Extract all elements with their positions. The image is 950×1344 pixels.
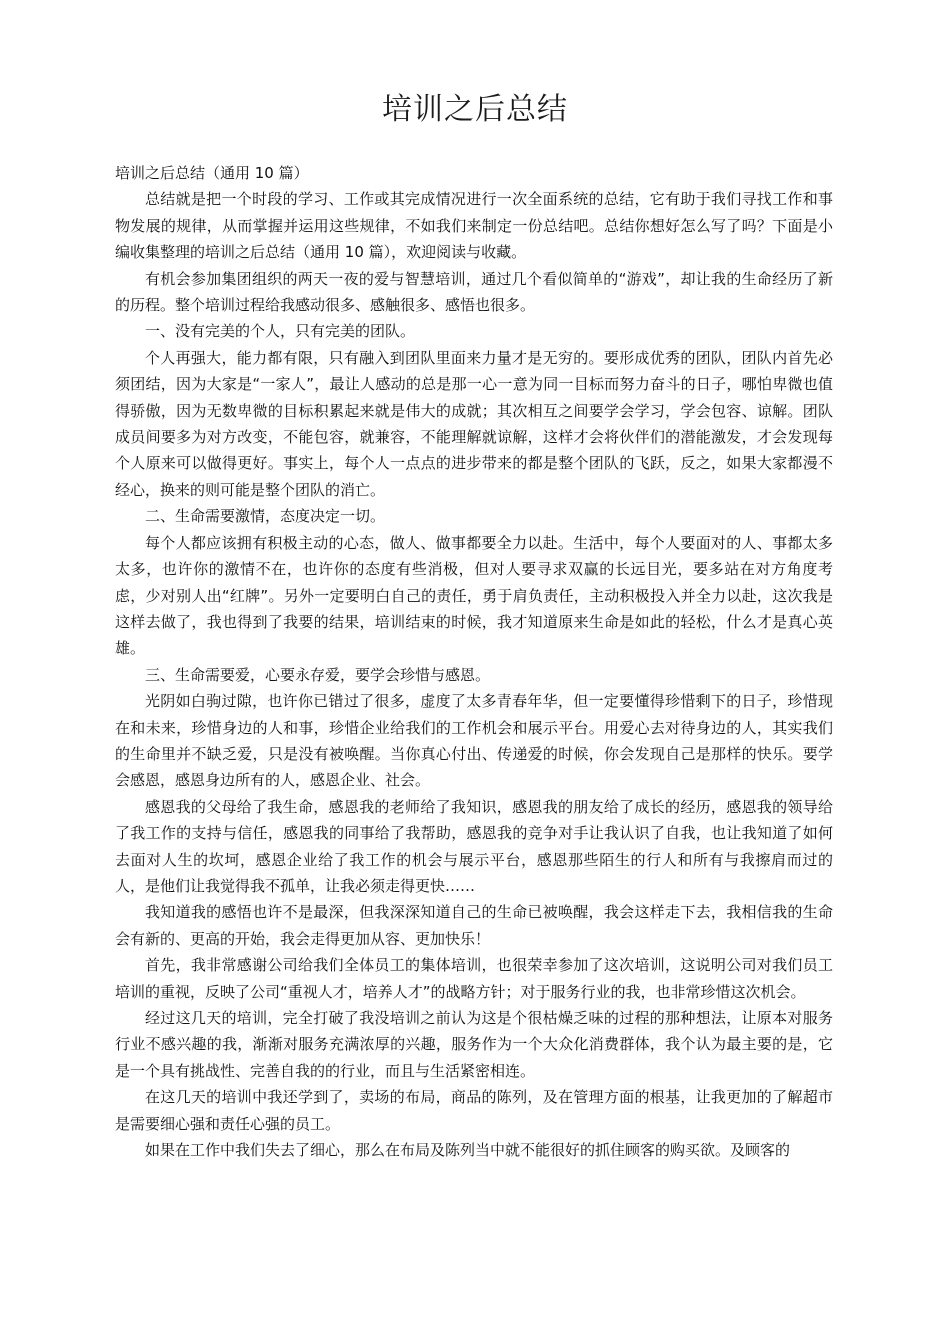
section-heading: 三、生命需要爱，心要永存爱，要学会珍惜与感恩。 <box>145 665 491 684</box>
paragraph: 每个人都应该拥有积极主动的心态，做人、做事都要全力以赴。生活中，每个人要面对的人、事都太多太多，也许你的激情不在，也许你的态度有些消极，但对人要寻求双赢的长远目光，要多站在对方角度考虑，少对别人出“红牌”。另外一定要明白自己的责任，勇于肩负责任，主动积极投入并全力以赴，这次我是这样去做了，我也得到了我要的结果，培训结束的时候，我才知道原来生命是如此的轻松，什么才是真心英雄。 <box>115 533 833 658</box>
paragraph: 经过这几天的培训，完全打破了我没培训之前认为这是个很枯燥乏味的过程的那种想法，让原本对服务行业不感兴趣的我，渐渐对服务充满浓厚的兴趣，服务作为一个大众化消费群体，我个认为最主要的是，它是一个具有挑战性、完善自我的的行业，而且与生活紧密相连。 <box>115 1009 833 1080</box>
paragraph: 我知道我的感悟也许不是最深，但我深深知道自己的生命已被唤醒，我会这样走下去，我相信我的生命会有新的、更高的开始，我会走得更加从容、更加快乐！ <box>115 903 833 948</box>
document-body <box>115 160 833 1163</box>
section-heading: 一、没有完美的个人，只有完美的团队。 <box>145 322 416 341</box>
document-title: 培训之后总结 <box>382 92 568 127</box>
paragraph: 首先，我非常感谢公司给我们全体员工的集体培训，也很荣幸参加了这次培训，这说明公司对我们员工培训的重视，反映了公司“重视人才，培养人才”的战略方针；对于服务行业的我，也非常珍惜这次机会。 <box>115 956 833 1001</box>
paragraph: 个人再强大，能力都有限，只有融入到团队里面来力量才是无穷的。要形成优秀的团队，团队内首先必须团结，因为大家是“一家人”，最让人感动的总是那一心一意为同一目标而努力奋斗的日子，哪怕卑微也值得骄傲，因为无数卑微的目标积累起来就是伟大的成就；其次相互之间要学会学习，学会包容、谅解。团队成员间要多为对方改变，不能包容，就兼容，不能理解就谅解，这样才会将伙伴们的潜能激发，才会发现每个人原来可以做得更好。事实上，每个人一点点的进步带来的都是整个团队的飞跃，反之，如果大家都漫不经心，换来的则可能是整个团队的消亡。 <box>115 348 833 499</box>
section-heading: 二、生命需要激情，态度决定一切。 <box>145 507 386 526</box>
paragraph: 如果在工作中我们失去了细心，那么在布局及陈列当中就不能很好的抓住顾客的购买欲。及顾客的 <box>145 1141 791 1160</box>
document-subtitle: 培训之后总结（通用 10 篇） <box>115 164 309 182</box>
paragraph: 光阴如白驹过隙，也许你已错过了很多，虚度了太多青春年华，但一定要懂得珍惜剩下的日子，珍惜现在和未来，珍惜身边的人和事，珍惜企业给我们的工作机会和展示平台。用爱心去对待身边的人，其实我们的生命里并不缺乏爱，只是没有被唤醒。当你真心付出、传递爱的时候，你会发现自己是那样的快乐。要学会感恩，感恩身边所有的人，感恩企业、社会。 <box>115 692 833 790</box>
paragraph: 感恩我的父母给了我生命，感恩我的老师给了我知识，感恩我的朋友给了成长的经历，感恩我的领导给了我工作的支持与信任，感恩我的同事给了我帮助，感恩我的竞争对手让我认识了自我，也让我知道了如何去面对人生的坎坷，感恩企业给了我工作的机会与展示平台，感恩那些陌生的行人和所有与我擦肩而过的人，是他们让我觉得我不孤单，让我必须走得更快…… <box>115 797 833 895</box>
paragraph: 有机会参加集团组织的两天一夜的爱与智慧培训，通过几个看似简单的“游戏”，却让我的生命经历了新的历程。整个培训过程给我感动很多、感触很多、感悟也很多。 <box>115 269 833 315</box>
paragraph: 总结就是把一个时段的学习、工作或其完成情况进行一次全面系统的总结，它有助于我们寻找工作和事物发展的规律，从而掌握并运用这些规律，不如我们来制定一份总结吧。总结你想好怎么写了吗？下面是小编收集整理的培训之后总结（通用 10 篇），欢迎阅读与收藏。 <box>115 190 833 262</box>
paragraph: 在这几天的培训中我还学到了，卖场的布局，商品的陈列，及在管理方面的根基，让我更加的了解超市是需要细心强和责任心强的员工。 <box>115 1088 833 1133</box>
